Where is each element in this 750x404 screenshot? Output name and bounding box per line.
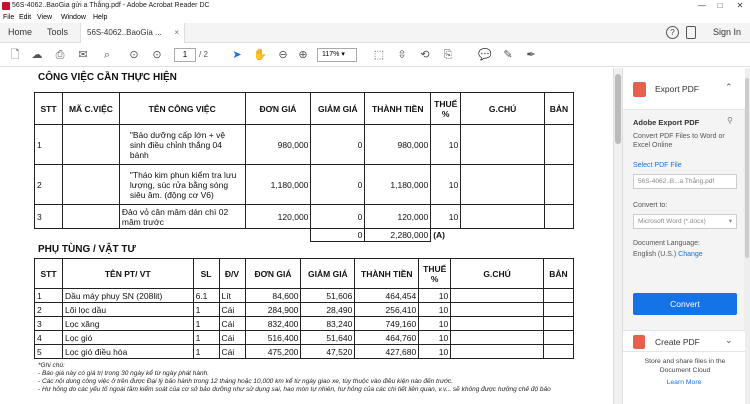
discount-cell: 47,520 <box>301 345 355 359</box>
name-cell: Lọc xăng <box>62 317 193 331</box>
adobe-export-label: Adobe Export PDF <box>633 118 700 127</box>
zoom-out-icon[interactable]: ⊖ <box>278 49 288 61</box>
language-row <box>633 250 703 259</box>
zoom-level-select[interactable]: 117% ▾ <box>317 48 357 62</box>
price-cell: 1,180,000 <box>245 165 311 205</box>
header-cell: G.CHÚ <box>451 259 544 289</box>
price-cell: 980,000 <box>245 125 311 165</box>
format-select-value: Microsoft Word (*.docx) <box>638 218 706 225</box>
header-cell: BẢN <box>544 93 573 125</box>
work-table <box>34 92 574 242</box>
create-pdf-icon <box>633 335 645 349</box>
menu-edit[interactable]: Edit <box>19 14 32 21</box>
print-icon[interactable]: ⎙ <box>55 49 65 61</box>
parts-table-header <box>35 259 574 289</box>
stt-cell: 3 <box>35 205 63 229</box>
convert-button[interactable]: Convert <box>633 293 737 315</box>
total-cell: 464,454 <box>355 289 419 303</box>
discount-cell: 51,640 <box>301 331 355 345</box>
header-cell: GIẢM GIÁ <box>301 259 355 289</box>
header-cell: THUẾ % <box>431 93 461 125</box>
annotation-icon[interactable]: ⎘ <box>443 49 453 61</box>
qty-cell: 1 <box>193 331 219 345</box>
rotate-icon[interactable]: ⟲ <box>420 49 430 61</box>
tax-cell: 10 <box>419 331 451 345</box>
home-tab[interactable]: Home <box>8 27 33 37</box>
total-cell: 427,680 <box>355 345 419 359</box>
table-row <box>35 165 574 205</box>
header-cell: TÊN CÔNG VIỆC <box>119 93 245 125</box>
chevron-up-icon[interactable]: ⌃ <box>725 82 733 92</box>
export-pdf-header[interactable] <box>623 68 745 110</box>
acrobat-app-icon <box>2 2 10 10</box>
close-tab-icon[interactable]: × <box>174 28 179 37</box>
language-label: Document Language: <box>633 240 700 247</box>
note-cell <box>451 317 544 331</box>
table-row <box>35 317 574 331</box>
discount-cell: 83,240 <box>301 317 355 331</box>
sign-icon[interactable]: ✒ <box>526 49 536 61</box>
selected-file-field[interactable]: 56S-4062..B...a Thắng.pdf <box>633 174 737 189</box>
name-cell: "Tháo kim phun kiểm tra lưu lượng, súc rửa bằng sóng siêu âm. (động cơ V6) <box>119 165 245 205</box>
name-cell: Dầu máy phuy SN (208lit) <box>62 289 193 303</box>
sign-in-link[interactable]: Sign In <box>713 27 742 37</box>
tax-cell: 10 <box>419 289 451 303</box>
total-cell: 256,410 <box>355 303 419 317</box>
nav-bar <box>0 23 750 43</box>
document-tab[interactable] <box>80 23 185 43</box>
note-cell <box>451 303 544 317</box>
notes-block <box>38 362 551 394</box>
qty-cell: 1 <box>193 345 219 359</box>
total-cell: 120,000 <box>365 205 431 229</box>
select-cursor-icon[interactable]: ➤ <box>232 49 242 61</box>
menu-window[interactable]: Window <box>61 14 86 21</box>
highlight-pen-icon[interactable]: ✎ <box>503 49 513 61</box>
extra-cell <box>543 331 573 345</box>
work-table-header <box>35 93 574 125</box>
scroll-mode-icon[interactable]: ⇳ <box>397 49 407 61</box>
code-cell <box>62 165 119 205</box>
tax-cell: 10 <box>419 303 451 317</box>
export-pdf-title: Export PDF <box>655 84 699 94</box>
search-icon[interactable]: ⌕ <box>103 49 111 61</box>
note-cell <box>451 331 544 345</box>
note-cell <box>461 125 545 165</box>
sum-discount: 0 <box>311 229 365 242</box>
table-row <box>35 125 574 165</box>
pin-icon[interactable]: ⚲ <box>727 116 733 125</box>
tools-tab[interactable]: Tools <box>47 27 69 37</box>
export-pdf-icon <box>633 82 646 97</box>
discount-cell: 28,490 <box>301 303 355 317</box>
price-cell: 284,900 <box>245 303 301 317</box>
stt-cell: 3 <box>35 317 63 331</box>
comment-icon[interactable]: 💬 <box>478 49 492 61</box>
chevron-down-icon: ▾ <box>728 218 732 225</box>
note-line: - Hư hỏng do các yếu tố ngoài tầm kiểm soát của cơ sở bảo dưỡng như sử dụng sai, hao mòn tự nhiên, hư hỏng của các chi tiết liên quan, v.v... sẽ không được hưởng chế độ bảo <box>38 386 551 393</box>
header-cell: ĐƠN GIÁ <box>245 93 311 125</box>
format-select[interactable] <box>633 214 737 229</box>
mobile-icon[interactable] <box>686 26 696 39</box>
discount-cell: 0 <box>311 205 365 229</box>
section-work-title: CÔNG VIỆC CẦN THỰC HIỆN <box>38 72 177 83</box>
qty-cell: 1 <box>193 303 219 317</box>
sum-label: (A) <box>433 230 446 241</box>
language-value: English (U.S.) <box>633 251 677 258</box>
stt-cell: 4 <box>35 331 63 345</box>
header-cell: ĐƠN GIÁ <box>245 259 301 289</box>
convert-to-label: Convert to: <box>633 202 668 209</box>
header-cell: GIẢM GIÁ <box>311 93 365 125</box>
close-window-button[interactable]: ✕ <box>736 1 744 10</box>
extra-cell <box>543 317 573 331</box>
tools-sidebar <box>622 68 750 404</box>
sum-row <box>35 229 574 242</box>
header-cell: Đ/V <box>219 259 245 289</box>
total-cell: 749,160 <box>355 317 419 331</box>
upload-cloud-icon[interactable]: ☁ <box>31 49 43 61</box>
qty-cell: 1 <box>193 317 219 331</box>
help-icon[interactable]: ? <box>666 26 679 39</box>
extra-cell <box>543 345 573 359</box>
name-cell: Đảo vỏ cân mâm dán chì 02 mâm trước <box>119 205 245 229</box>
create-pdf-label: Create PDF <box>655 337 700 347</box>
name-cell: Lõi lọc dầu <box>62 303 193 317</box>
header-cell: G.CHÚ <box>461 93 545 125</box>
extra-cell <box>543 289 573 303</box>
unit-cell: Cái <box>219 303 245 317</box>
discount-cell: 0 <box>311 165 365 205</box>
note-line: - Báo giá này có giá trị trong 30 ngày kể từ ngày phát hành. <box>38 370 210 377</box>
stt-cell: 2 <box>35 303 63 317</box>
zoom-in-icon[interactable]: ⊕ <box>298 49 308 61</box>
document-cloud-panel <box>623 352 745 404</box>
table-row <box>35 303 574 317</box>
total-cell: 464,760 <box>355 331 419 345</box>
document-scroll-thumb[interactable] <box>615 74 621 144</box>
fit-page-icon[interactable]: ⬚ <box>373 49 385 61</box>
name-cell: Lọc gió điều hòa <box>62 345 193 359</box>
discount-cell: 51,606 <box>301 289 355 303</box>
toolbar <box>0 43 750 67</box>
select-file-label: Select PDF File <box>633 162 682 169</box>
note-cell <box>451 289 544 303</box>
menu-view[interactable]: View <box>37 14 53 21</box>
header-cell: THUẾ % <box>419 259 451 289</box>
zoom-level-value: 117% <box>322 51 340 58</box>
total-cell: 1,180,000 <box>365 165 431 205</box>
stt-cell: 2 <box>35 165 63 205</box>
document-page <box>0 68 613 404</box>
stt-cell: 1 <box>35 125 63 165</box>
title-bar <box>0 0 750 12</box>
menu-file[interactable]: File <box>3 14 15 21</box>
name-cell: Lọc gió <box>62 331 193 345</box>
document-scrollbar[interactable] <box>613 68 622 404</box>
price-cell: 832,400 <box>245 317 301 331</box>
price-cell: 475,200 <box>245 345 301 359</box>
name-cell: "Bảo dưỡng cấp lớn + vệ sinh điều chỉnh thắng 04 bánh <box>119 125 245 165</box>
document-tab-label: 56S-4062..BaoGia ... <box>87 28 162 37</box>
maximize-button[interactable]: □ <box>717 1 723 10</box>
note-cell <box>461 205 545 229</box>
unit-cell: Cái <box>219 345 245 359</box>
stt-cell: 1 <box>35 289 63 303</box>
table-row <box>35 205 574 229</box>
email-icon[interactable]: ✉ <box>78 49 88 61</box>
code-cell <box>62 205 119 229</box>
minimize-button[interactable]: — <box>698 1 706 10</box>
tax-cell: 10 <box>431 125 461 165</box>
header-cell: BẢN <box>543 259 573 289</box>
table-row <box>35 289 574 303</box>
section-parts-title: PHỤ TÙNG / VẬT TƯ <box>38 244 136 255</box>
header-cell: SL <box>193 259 219 289</box>
price-cell: 516,400 <box>245 331 301 345</box>
tax-cell: 10 <box>431 165 461 205</box>
store-share-text: Store and share files in the Document Cloud <box>644 358 726 374</box>
menu-help[interactable]: Help <box>93 14 108 21</box>
header-cell: MÃ C.VIỆC <box>62 93 119 125</box>
unit-cell: Cái <box>219 317 245 331</box>
parts-table <box>34 258 574 359</box>
header-cell: THÀNH TIỀN <box>355 259 419 289</box>
extra-cell <box>544 205 573 229</box>
header-cell: STT <box>35 259 63 289</box>
total-cell: 980,000 <box>365 125 431 165</box>
note-cell <box>451 345 544 359</box>
menu-bar <box>0 12 750 23</box>
header-cell: THÀNH TIỀN <box>365 93 431 125</box>
change-language-link[interactable]: Change <box>678 251 703 258</box>
note-line: *Ghi chú: <box>38 362 65 369</box>
sum-total: 2,280,000 <box>365 229 431 242</box>
page-total: / 2 <box>199 50 208 59</box>
extra-cell <box>543 303 573 317</box>
price-cell: 120,000 <box>245 205 311 229</box>
unit-cell: Cái <box>219 331 245 345</box>
table-row <box>35 331 574 345</box>
tax-cell: 10 <box>431 205 461 229</box>
discount-cell: 0 <box>311 125 365 165</box>
stt-cell: 5 <box>35 345 63 359</box>
tax-cell: 10 <box>419 317 451 331</box>
note-line: - Các nội dung công việc ở trên được Đại lý bảo hành trong 12 tháng hoặc 10,000 km kể từ ngày giao xe, tùy thuộc vào điều kiện nào đến trước. <box>38 378 454 385</box>
previous-page-icon[interactable]: ⊙ <box>129 49 139 61</box>
header-cell: STT <box>35 93 63 125</box>
chevron-down-icon[interactable]: ⌄ <box>725 335 733 345</box>
table-row <box>35 345 574 359</box>
price-cell: 84,600 <box>245 289 301 303</box>
extra-cell <box>544 165 573 205</box>
tax-cell: 10 <box>419 345 451 359</box>
page-number-input[interactable]: 1 <box>174 48 196 62</box>
unit-cell: Lít <box>219 289 245 303</box>
export-description: Convert PDF Files to Word or Excel Online <box>633 133 725 149</box>
note-cell <box>461 165 545 205</box>
next-page-icon[interactable]: ⊙ <box>152 49 162 61</box>
header-cell: TÊN PT/ VT <box>62 259 193 289</box>
extra-cell <box>544 125 573 165</box>
create-pdf-row[interactable] <box>623 330 745 352</box>
hand-tool-icon[interactable]: ✋ <box>253 49 267 61</box>
code-cell <box>62 125 119 165</box>
qty-cell: 6.1 <box>193 289 219 303</box>
create-file-icon[interactable]: 🗋 <box>10 49 20 61</box>
learn-more-link[interactable]: Learn More <box>666 379 702 386</box>
window-title: 56S-4062..BaoGia gửi a Thắng.pdf - Adobe Acrobat Reader DC <box>12 2 210 9</box>
